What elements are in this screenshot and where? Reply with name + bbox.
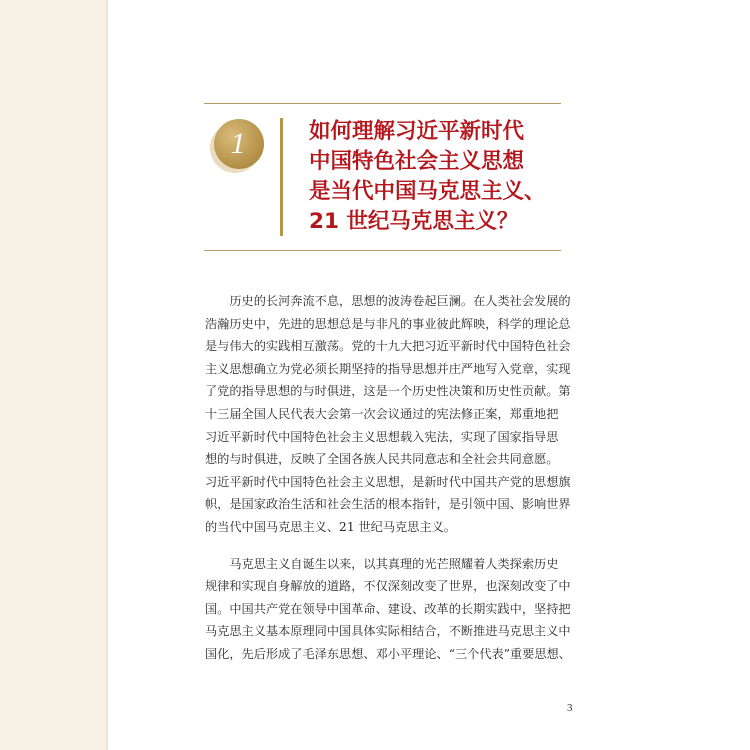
body-text: [205, 290, 571, 666]
text-line: 国。中国共产党在领导中国革命、建设、改革的长期实践中，坚持把: [205, 601, 571, 616]
chapter-number: 1: [230, 127, 246, 160]
text-line: 习近平新时代中国特色社会主义思想载入宪法，实现了国家指导思: [205, 429, 559, 444]
chapter-title: [309, 117, 569, 237]
text-line: 浩瀚历史中，先进的思想总是与非凡的事业彼此辉映，科学的理论总: [205, 316, 571, 331]
chapter-title-line: 21 世纪马克思主义？: [309, 209, 519, 234]
spine-edge: [106, 0, 108, 750]
title-top-rule: [204, 103, 561, 104]
book-spine-band: [0, 0, 106, 750]
title-bottom-rule: [204, 250, 561, 251]
text-line: 历史的长河奔流不息，思想的波涛卷起巨澜。在人类社会发展的: [205, 294, 571, 308]
text-line: 主义思想确立为党必须长期坚持的指导思想并庄严地写入党章，实现: [205, 361, 571, 376]
text-line: 马克思主义自诞生以来，以其真理的光芒照耀着人类探索历史: [205, 556, 559, 571]
page-number: 3: [567, 702, 573, 714]
chapter-title-line: 如何理解习近平新时代: [309, 119, 525, 144]
text-line: 是与伟大的实践相互激荡。党的十九大把习近平新时代中国特色社会: [205, 339, 571, 354]
chapter-title-line: 是当代中国马克思主义、: [309, 179, 546, 204]
chapter-title-line: 中国特色社会主义思想: [309, 149, 525, 174]
title-accent-bar: [280, 118, 283, 236]
text-line: 马克思主义基本原理同中国具体实际相结合，不断推进马克思主义中: [205, 624, 571, 639]
text-line: 国化，先后形成了毛泽东思想、邓小平理论、“三个代表”重要思想、: [205, 646, 571, 661]
text-line: 了党的指导思想的与时俱进，这是一个历史性决策和历史性贡献。第: [205, 384, 571, 399]
text-line: 十三届全国人民代表大会第一次会议通过的宪法修正案，郑重地把: [205, 406, 559, 421]
chapter-number-badge: [214, 119, 264, 169]
text-line: 习近平新时代中国特色社会主义思想，是新时代中国共产党的思想旗: [205, 474, 571, 489]
text-line: 的当代中国马克思主义、21 世纪马克思主义。: [205, 519, 456, 534]
text-line: 帜，是国家政治生活和社会生活的根本指针，是引领中国、影响世界: [205, 497, 571, 512]
text-line: 规律和实现自身解放的道路，不仅深刻改变了世界，也深刻改变了中: [205, 579, 571, 594]
paragraph: [205, 290, 571, 539]
text-line: 想的与时俱进，反映了全国各族人民共同意志和全社会共同意愿。: [205, 452, 559, 467]
paragraph: [205, 553, 571, 666]
